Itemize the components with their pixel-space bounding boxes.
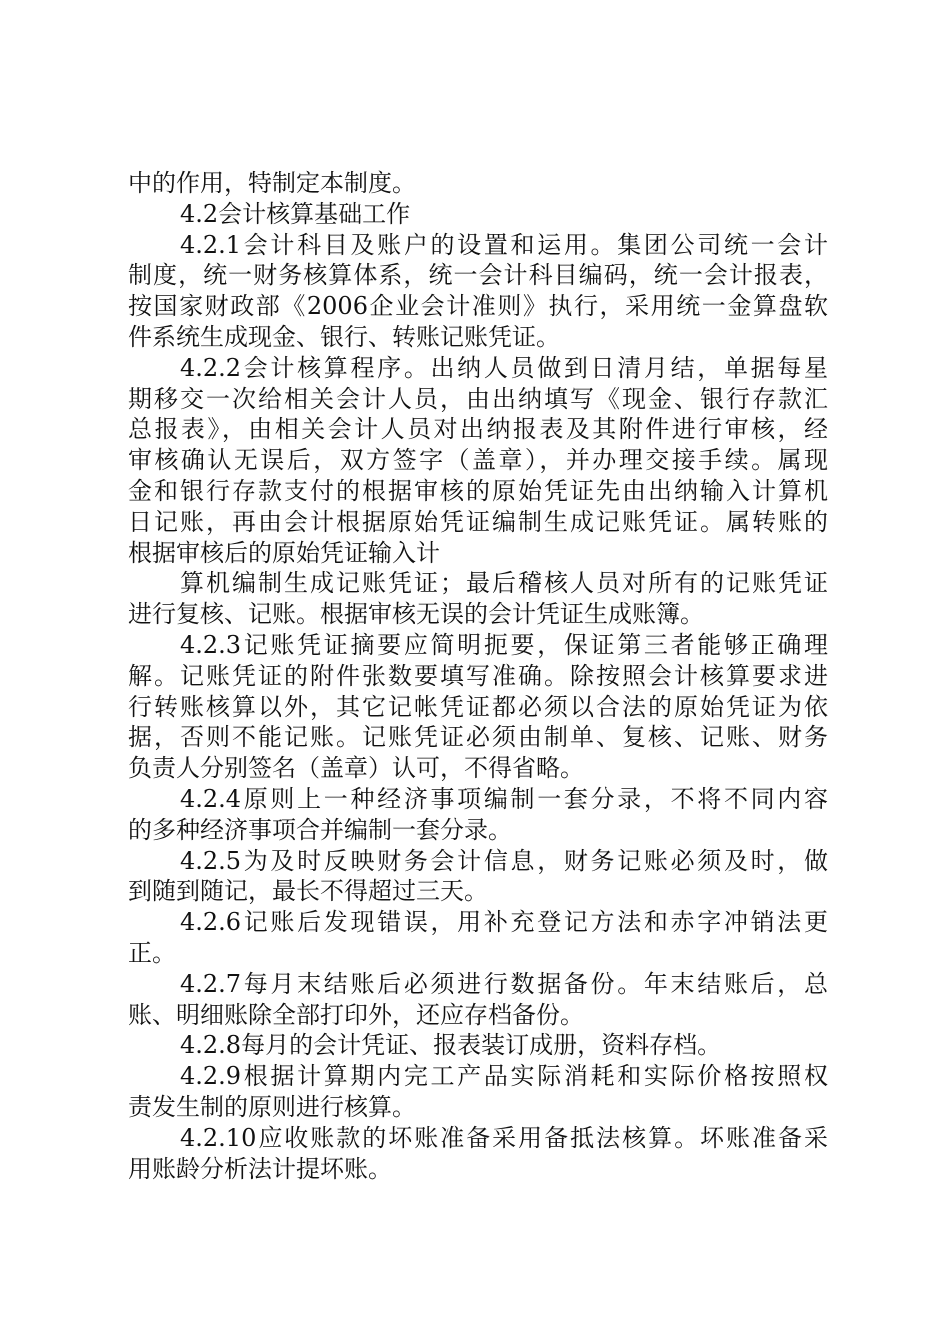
text-line-3: 4.2.1会计科目及账户的设置和运用。集团公司统一会计 <box>180 230 828 259</box>
text-line-22: 的多种经济事项合并编制一套分录。 <box>128 815 512 844</box>
text-line-12: 日记账，再由会计根据原始凭证编制生成记账凭证。属转账的 <box>128 507 828 536</box>
text-line-13: 根据审核后的原始凭证输入计 <box>128 538 440 567</box>
text-line-8: 期移交一次给相关会计人员，由出纳填写《现金、银行存款汇 <box>128 384 828 413</box>
section-heading-4-2: 4.2会计核算基础工作 <box>180 199 411 228</box>
text-line-27: 4.2.7每月末结账后必须进行数据备份。年末结账后，总 <box>180 969 828 998</box>
text-line-16: 4.2.3记账凭证摘要应简明扼要，保证第三者能够正确理 <box>180 630 828 659</box>
text-line-17: 解。记账凭证的附件张数要填写准确。除按照会计核算要求进 <box>128 661 828 690</box>
text-line-26: 正。 <box>128 938 176 967</box>
text-line-4: 制度，统一财务核算体系，统一会计科目编码，统一会计报表， <box>128 261 828 290</box>
text-line-19: 据，否则不能记账。记账凭证必须由制单、复核、记账、财务 <box>128 723 828 752</box>
text-line-32: 4.2.10应收账款的坏账准备采用备抵法核算。坏账准备采 <box>180 1123 828 1152</box>
text-line-21: 4.2.4原则上一种经济事项编制一套分录，不将不同内容 <box>180 784 828 813</box>
text-line-28: 账、明细账除全部打印外，还应存档备份。 <box>128 1000 584 1029</box>
text-line-6: 件系统生成现金、银行、转账记账凭证。 <box>128 322 560 351</box>
text-line-33: 用账龄分析法计提坏账。 <box>128 1154 392 1183</box>
text-line-18: 行转账核算以外，其它记帐凭证都必须以合法的原始凭证为依 <box>128 692 828 721</box>
text-line-15: 进行复核、记账。根据审核无误的会计凭证生成账簿。 <box>128 600 704 629</box>
text-line-20: 负责人分别签名（盖章）认可，不得省略。 <box>128 754 584 783</box>
text-line-1: 中的作用，特制定本制度。 <box>128 169 416 197</box>
text-line-30: 4.2.9根据计算期内完工产品实际消耗和实际价格按照权 <box>180 1062 828 1091</box>
document-page <box>128 168 828 1184</box>
text-line-25: 4.2.6记账后发现错误，用补充登记方法和赤字冲销法更 <box>180 908 828 937</box>
text-line-5: 按国家财政部《2006企业会计准则》执行，采用统一金算盘软 <box>128 292 828 321</box>
text-line-24: 到随到随记，最长不得超过三天。 <box>128 877 488 906</box>
text-line-11: 金和银行存款支付的根据审核的原始凭证先由出纳输入计算机 <box>128 476 828 505</box>
text-line-7: 4.2.2会计核算程序。出纳人员做到日清月结，单据每星 <box>180 353 828 382</box>
text-line-10: 审核确认无误后，双方签字（盖章），并办理交接手续。属现 <box>128 446 828 475</box>
text-line-29: 4.2.8每月的会计凭证、报表装订成册，资料存档。 <box>180 1031 722 1060</box>
text-line-14: 算机编制生成记账凭证；最后稽核人员对所有的记账凭证 <box>180 569 828 598</box>
text-line-23: 4.2.5为及时反映财务会计信息，财务记账必须及时，做 <box>180 846 828 875</box>
text-line-31: 责发生制的原则进行核算。 <box>128 1092 416 1121</box>
text-line-9: 总报表》，由相关会计人员对出纳报表及其附件进行审核，经 <box>128 415 828 444</box>
